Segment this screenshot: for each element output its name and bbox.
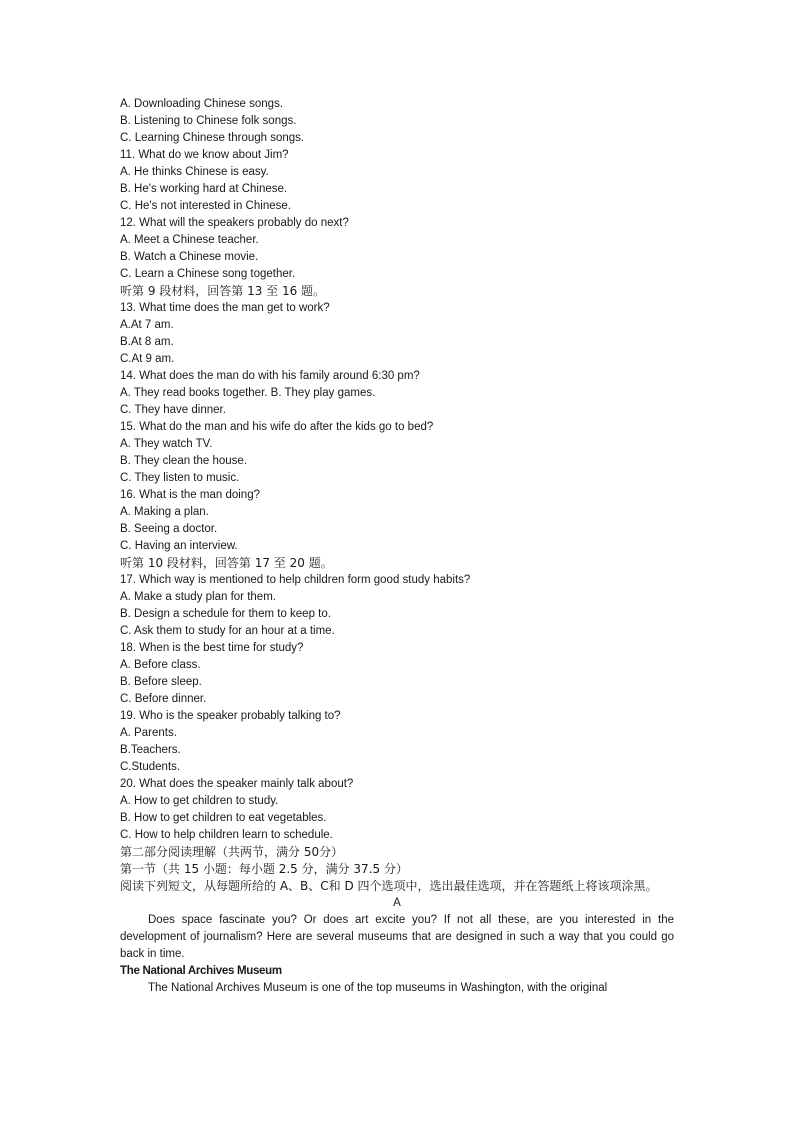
option-line: A. He thinks Chinese is easy. xyxy=(120,166,269,178)
option-line: A. Make a study plan for them. xyxy=(120,591,276,603)
question-12: 12. What will the speakers probably do next? xyxy=(120,217,349,229)
option-line: A.At 7 am. xyxy=(120,319,174,331)
museum-paragraph: The National Archives Museum is one of the top museums in Washington, with the original xyxy=(148,982,608,994)
question-20: 20. What does the speaker mainly talk about? xyxy=(120,778,354,790)
passage-label: A xyxy=(393,897,401,909)
option-line: C. He's not interested in Chinese. xyxy=(120,200,291,212)
option-line: B. They clean the house. xyxy=(120,455,248,467)
option-line: C.Students. xyxy=(120,761,181,773)
document-page xyxy=(120,96,674,997)
option-line: C. Learning Chinese through songs. xyxy=(120,132,305,144)
option-line: B. How to get children to eat vegetables. xyxy=(120,812,327,824)
option-line: C. Before dinner. xyxy=(120,693,207,705)
option-line: A. They watch TV. xyxy=(120,438,213,450)
passage-intro-paragraph: Does space fascinate you? Or does art excite you? If not all these, are you interested in the development of journalism? Here are several museums that are designed in such a way that you could go back in time. xyxy=(120,914,674,960)
option-line: C. Having an interview. xyxy=(120,540,238,552)
option-line: A. Downloading Chinese songs. xyxy=(120,98,284,110)
option-line: C.At 9 am. xyxy=(120,353,175,365)
question-17: 17. Which way is mentioned to help children form good study habits? xyxy=(120,574,471,586)
listening-section-10-instruction: 听第 10 段材料，回答第 17 至 20 题。 xyxy=(120,556,333,570)
option-line: A. Meet a Chinese teacher. xyxy=(120,234,259,246)
listening-section-9-instruction: 听第 9 段材料，回答第 13 至 16 题。 xyxy=(120,284,326,298)
option-line: C. They listen to music. xyxy=(120,472,240,484)
option-line: B. He's working hard at Chinese. xyxy=(120,183,288,195)
question-13: 13. What time does the man get to work? xyxy=(120,302,330,314)
option-line: B. Seeing a doctor. xyxy=(120,523,218,535)
part-two-heading: 第二部分阅读理解（共两节，满分 50分） xyxy=(120,845,344,859)
section-one-heading: 第一节（共 15 小题：每小题 2.5 分，满分 37.5 分） xyxy=(120,862,408,876)
option-line: B.At 8 am. xyxy=(120,336,174,348)
option-line: B. Watch a Chinese movie. xyxy=(120,251,259,263)
option-line: A. They read books together. B. They play games. xyxy=(120,387,376,399)
option-line: B. Before sleep. xyxy=(120,676,202,688)
option-line: A. Before class. xyxy=(120,659,201,671)
reading-instruction: 阅读下列短文，从每题所给的 A、B、C和 D 四个选项中，选出最佳选项，并在答题纸上将该项涂黑。 xyxy=(120,879,658,893)
option-line: C. They have dinner. xyxy=(120,404,226,416)
question-16: 16. What is the man doing? xyxy=(120,489,260,501)
museum-heading: The National Archives Museum xyxy=(120,965,282,977)
option-line: C. How to help children learn to schedule. xyxy=(120,829,333,841)
option-line: A. How to get children to study. xyxy=(120,795,279,807)
option-line: C. Ask them to study for an hour at a time. xyxy=(120,625,335,637)
question-11: 11. What do we know about Jim? xyxy=(120,149,289,161)
option-line: A. Making a plan. xyxy=(120,506,209,518)
option-line: C. Learn a Chinese song together. xyxy=(120,268,296,280)
question-14: 14. What does the man do with his family around 6:30 pm? xyxy=(120,370,420,382)
question-15: 15. What do the man and his wife do after the kids go to bed? xyxy=(120,421,434,433)
question-18: 18. When is the best time for study? xyxy=(120,642,304,654)
option-line: A. Parents. xyxy=(120,727,177,739)
question-19: 19. Who is the speaker probably talking to? xyxy=(120,710,341,722)
option-line: B. Listening to Chinese folk songs. xyxy=(120,115,297,127)
option-line: B. Design a schedule for them to keep to. xyxy=(120,608,331,620)
option-line: B.Teachers. xyxy=(120,744,181,756)
